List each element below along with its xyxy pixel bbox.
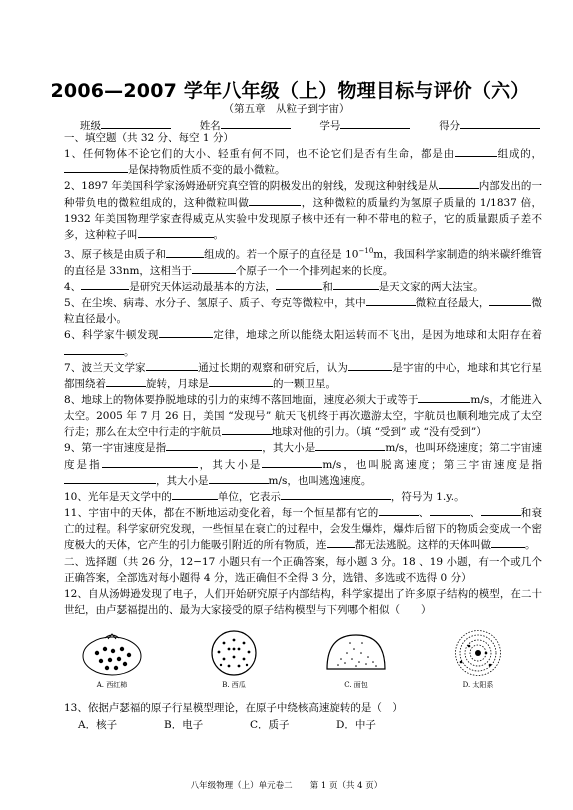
answer-blank[interactable] (348, 360, 392, 371)
answer-blank[interactable] (281, 489, 391, 500)
answer-blank[interactable] (159, 327, 213, 338)
figure-label: A. 西红柿 (96, 681, 128, 689)
answer-blank[interactable] (489, 295, 531, 306)
answer-blank[interactable] (315, 440, 385, 451)
solar-system-icon (443, 629, 513, 677)
answer-blank[interactable] (166, 247, 204, 258)
answer-blank[interactable] (262, 457, 322, 468)
score-label: 得分 (439, 120, 461, 132)
answer-blank[interactable] (327, 537, 355, 548)
figure-option-a (70, 629, 154, 693)
answer-blank[interactable] (439, 178, 479, 189)
name-field[interactable] (221, 117, 291, 129)
question-11: 11、宇宙中的天体，都在不断地运动变化着，每一个恒星都有它的 、 、 和衰亡的过程。科学家研究发现，一些恒星在衰亡的过程中，会发生爆炸，爆炸后留下的物质会变成一个密度极大的天体，它产生的引力能吸引附近的所有物质，连 都无法逃脱。这样的天体叫做 。 (64, 507, 543, 552)
chapter-subtitle: （第五章 从粒子到宇宙） (223, 103, 350, 115)
answer-blank[interactable] (106, 376, 146, 387)
answer-blank[interactable] (81, 279, 129, 290)
answer-blank[interactable] (333, 279, 379, 290)
option-d[interactable]: D．中子 (336, 719, 376, 731)
score-field[interactable] (460, 117, 540, 129)
answer-blank[interactable] (64, 162, 128, 173)
figure-label: C. 面包 (344, 681, 368, 689)
student-number-field[interactable] (340, 117, 410, 129)
question-3: 3、原子核是由质子和 组成的。若一个原子的直径是 $10^{-10}m$，我国科学家制造的纳米碳纤维管的直径是 33nm，这相当于 个原子一个一个排列起来的长度。 (64, 247, 542, 277)
answer-blank[interactable] (64, 344, 124, 355)
question-10: 10、光年是天文学中的 单位，它表示 ，符号为 1.y.。 (64, 490, 465, 503)
answer-blank[interactable] (222, 424, 272, 435)
bread-icon (321, 629, 391, 677)
student-number-label: 学号 (319, 120, 341, 132)
question-1: 1、任何物体不论它们的大小、轻重有何不同，也不论它们是否有生命，都是由 组成的，是保持物质性质不变的最小微粒。 (64, 148, 542, 177)
page-title: 2006—2007 学年八年级（上）物理目标与评价（六） (50, 80, 530, 102)
question-4: 4、 是研究天体运动最基本的方法， 和 是天文家的两大法宝。 (64, 280, 484, 293)
question-13-options (64, 717, 542, 734)
section-heading: 二、选择题（共 26 分，12−17 小题只有一个正确答案，每小题 3 分。18 、19 小题，有一个或几个正确答案，全部选对每小题得 4 分，选正确但不全得 3 分，选错、多选或不选得 0 分） (64, 555, 542, 584)
class-label: 班级 (80, 120, 101, 132)
answer-blank[interactable] (276, 279, 322, 290)
answer-blank[interactable] (491, 537, 525, 548)
question-7: 7、波兰天文学家 通过长期的观察和研究后，认为 是宇宙的中心，地球和其它行星都围绕着 旋转，月球是 的一颗卫星。 (64, 361, 543, 390)
tomato-icon (77, 629, 147, 677)
answer-blank[interactable] (172, 489, 218, 500)
atom-model-figures (64, 629, 540, 693)
section-heading: 一、填空题（共 32 分、每空 1 分） (64, 132, 234, 144)
answer-blank[interactable] (430, 505, 470, 516)
question-13-stem: 13、依据卢瑟福的原子行星模型理论，在原子中绕核高速旋转的是（ ） (64, 702, 403, 714)
figure-option-d (436, 629, 520, 693)
watermelon-icon (199, 629, 269, 677)
answer-blank[interactable] (455, 146, 497, 157)
question-5: 5、在尘埃、病毒、水分子、氢原子、质子、夸克等微粒中，其中 微粒直径最大， 微粒直径最小。 (64, 297, 543, 326)
answer-blank[interactable] (64, 473, 156, 484)
answer-blank[interactable] (166, 440, 262, 451)
question-9: 9、第一宇宙速度是指 ，其大小是 m/s，也叫环绕速度；第二宇宙速度是指 ，其大小是 m/s，也叫脱离速度；第三宇宙速度是指，其大小是 m/s，也叫逃逸速度。 (64, 442, 543, 487)
option-c[interactable]: C．质子 (250, 719, 290, 731)
answer-blank[interactable] (379, 505, 419, 516)
question-13 (64, 700, 542, 734)
answer-blank[interactable] (209, 473, 269, 484)
question-body (64, 130, 542, 618)
question-12: 12、自从汤姆逊发现了电子，人们开始研究原子内部结构，科学家提出了许多原子结构的模型，在二十世纪，由卢瑟福提出的、最为大家接受的原子结构模型与下列哪个相似（ ） (64, 587, 542, 617)
answer-blank[interactable] (481, 505, 521, 516)
answer-blank[interactable] (146, 360, 198, 371)
option-a[interactable]: A．核子 (78, 719, 118, 731)
question-2: 2、1897 年美国科学家汤姆逊研究真空管的阴极发出的射线，发现这种射线是从 内部发出的一种带负电的微粒组成的，这种微粒叫做 ，这种微粒的质量约为氢原子质量的 1/1837 倍，1932 年美国物理学家查得威克从实验中发现原子核中还有一种不带电的粒子，它的质量跟质子差不多，这种粒子叫 。 (64, 180, 542, 241)
answer-blank[interactable] (366, 295, 416, 306)
class-field[interactable] (101, 117, 171, 129)
question-6: 6、科学家牛顿发现 定律，地球之所以能绕太阳运转而不飞出，是因为地球和太阳存在着。 (64, 329, 542, 358)
answer-blank[interactable] (418, 392, 470, 403)
answer-blank[interactable] (102, 457, 198, 468)
name-label: 姓名 (199, 120, 221, 132)
answer-blank[interactable] (209, 376, 273, 387)
figure-option-c (314, 629, 398, 693)
figure-option-b (192, 629, 276, 693)
answer-blank[interactable] (192, 263, 236, 274)
answer-blank[interactable] (138, 227, 214, 238)
figure-label: B. 西瓜 (222, 681, 246, 689)
question-8: 8、地球上的物体要挣脱地球的引力的束缚不落回地面，速度必须大于或等于 m/s，才能进入太空。2005 年 7 月 26 日，美国 “发现号” 航天飞机终于再次遨游太空，宇航员也顺利地完成了太空行走；那么在太空中行走的宇航员 地球对他的引力。（填 “受到” 或 “没有受到”） (64, 394, 542, 439)
option-b[interactable]: B．电子 (164, 719, 204, 731)
figure-label: D. 太阳系 (462, 681, 494, 689)
answer-blank[interactable] (249, 195, 301, 206)
page-footer: 八年级物理（上）单元卷二 第 1 页（共 4 页） (190, 781, 383, 791)
